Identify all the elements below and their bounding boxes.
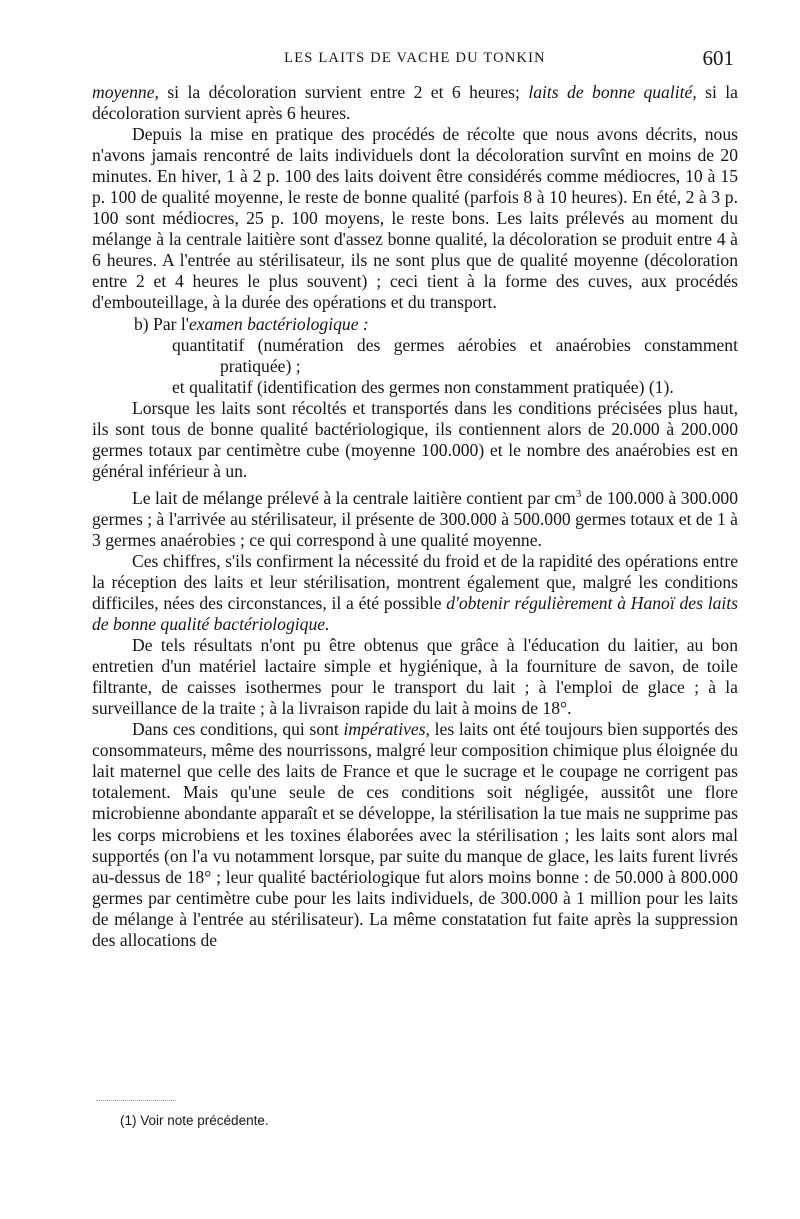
running-title: LES LAITS DE VACHE DU TONKIN	[284, 50, 546, 66]
page-number: 601	[702, 46, 734, 70]
paragraph-mixed-milk: Le lait de mélange prélevé à la centrale laitière contient par $cm^3$ de 100.000 à 300.000 germes ; à l'arrivée au stérilisateur, il présente de 300.000 à 500.000 germes totaux et de 1 à 3 germes anaérobies ; ce qui correspond à une qualité moyenne.	[92, 487, 738, 550]
paragraph-figures-confirm: Ces chiffres, s'ils confirment la nécessité du froid et de la rapidité des opérations entre la réception des laits et leur stérilisation, montrent également que, malgré les conditions difficiles, nées des circonstances, il a été possible d'obtenir régulièrement à Hanoï des laits de bonne qualité bactériologique.	[92, 550, 739, 635]
subheading-bacteriological-exam: b) Par l'examen bactériologique :	[134, 313, 369, 334]
paragraph-decoloration-results: Depuis la mise en pratique des procédés de récolte que nous avons décrits, nous n'avons jamais rencontré de laits individuels dont la décoloration survînt en moins de 20 minutes. En hiver, 1 à 2 p. 100 des laits doivent être considérés comme médiocres, 10 à 15 p. 100 de qualité moyenne, le reste de bonne qualité (parfois 8 à 10 heures). En été, 2 à 3 p. 100 sont médiocres, 25 p. 100 moyens, le reste bons. Les laits prélevés au moment du mélange à la centrale laitière sont d'assez bonne qualité, la décoloration se produit entre 4 à 6 heures. A l'entrée au stérilisateur, ils ne sont plus que de qualité moyenne (décoloration entre 2 et 4 heures le plus souvent) ; ceci tient à la forme des cuves, aux procédés d'embouteillage, à la durée des opérations et du transport.	[92, 124, 738, 313]
emphasis-conclusion: d'obtenir régulièrement à Hanoï des laits de bonne qualité bactériologique.	[92, 592, 739, 635]
footnote: (1) Voir note précédente.	[120, 1113, 269, 1128]
term-moyenne: moyenne,	[92, 82, 159, 102]
paragraph-germ-counts: Lorsque les laits sont récoltés et transportés dans les conditions précisées plus haut, ils sont tous de bonne qualité bactériologique, ils contiennent alors de 20.000 à 200.000 germes totaux par centimètre cube (moyenne 100.000) et le nombre des anaérobies est en général inférieur à un.	[92, 397, 738, 481]
paragraph-imperative-conditions: Dans ces conditions, qui sont impératives, les laits ont été toujours bien supportés des consommateurs, même des nourrissons, malgré leur composition chimique plus éloignée du lait maternel que celle des laits de France et que le sucrage et le coupage ne corrigent pas totalement. Mais qu'une seule de ces conditions soit négligée, aussitôt une flore microbienne abondante apparaît et se développe, la stérilisation la tue mais ne supprime pas les corps microbiens et les toxines élaborées avec la stérilisation ; les laits sont alors mal supportés (on l'a vu notamment lorsque, par suite du manque de glace, les laits furent livrés au-dessus de 18° ; leur qualité bactériologique fut alors moins bonne : de 50.000 à 800.000 germes par centimètre cube pour les laits individuels, de 300.000 à 1 million pour les laits de mélange à l'entrée au stérilisateur). La même constatation fut faite après la suppression des allocations de	[92, 719, 738, 950]
criterion-quantitative: quantitatif (numération des germes aérobies et anaérobies constamment pratiquée) ;	[172, 334, 738, 376]
criterion-qualitative: et qualitatif (identification des germes non constamment pratiquée) (1).	[172, 376, 674, 397]
footnote-rule	[96, 1100, 176, 1101]
page-header	[92, 46, 738, 72]
term-bonne-qualite: laits de bonne qualité,	[528, 82, 697, 102]
term-imperatives: impératives,	[343, 719, 430, 740]
paragraph-results-conditions: De tels résultats n'ont pu être obtenus que grâce à l'éducation du laitier, au bon entretien d'un matériel lactaire simple et hygiénique, à la fourniture de savon, de toile filtrante, de caisses isothermes pour le transport du lait ; à l'emploi de glace ; à la surveillance de la traite ; à la livraison rapide du lait à moins de 18°.	[92, 635, 738, 719]
body-text	[92, 82, 738, 951]
paragraph-quality-classes: moyenne, si la décoloration survient entre 2 et 6 heures; laits de bonne qualité, si la décoloration survient après 6 heures.	[92, 82, 738, 124]
